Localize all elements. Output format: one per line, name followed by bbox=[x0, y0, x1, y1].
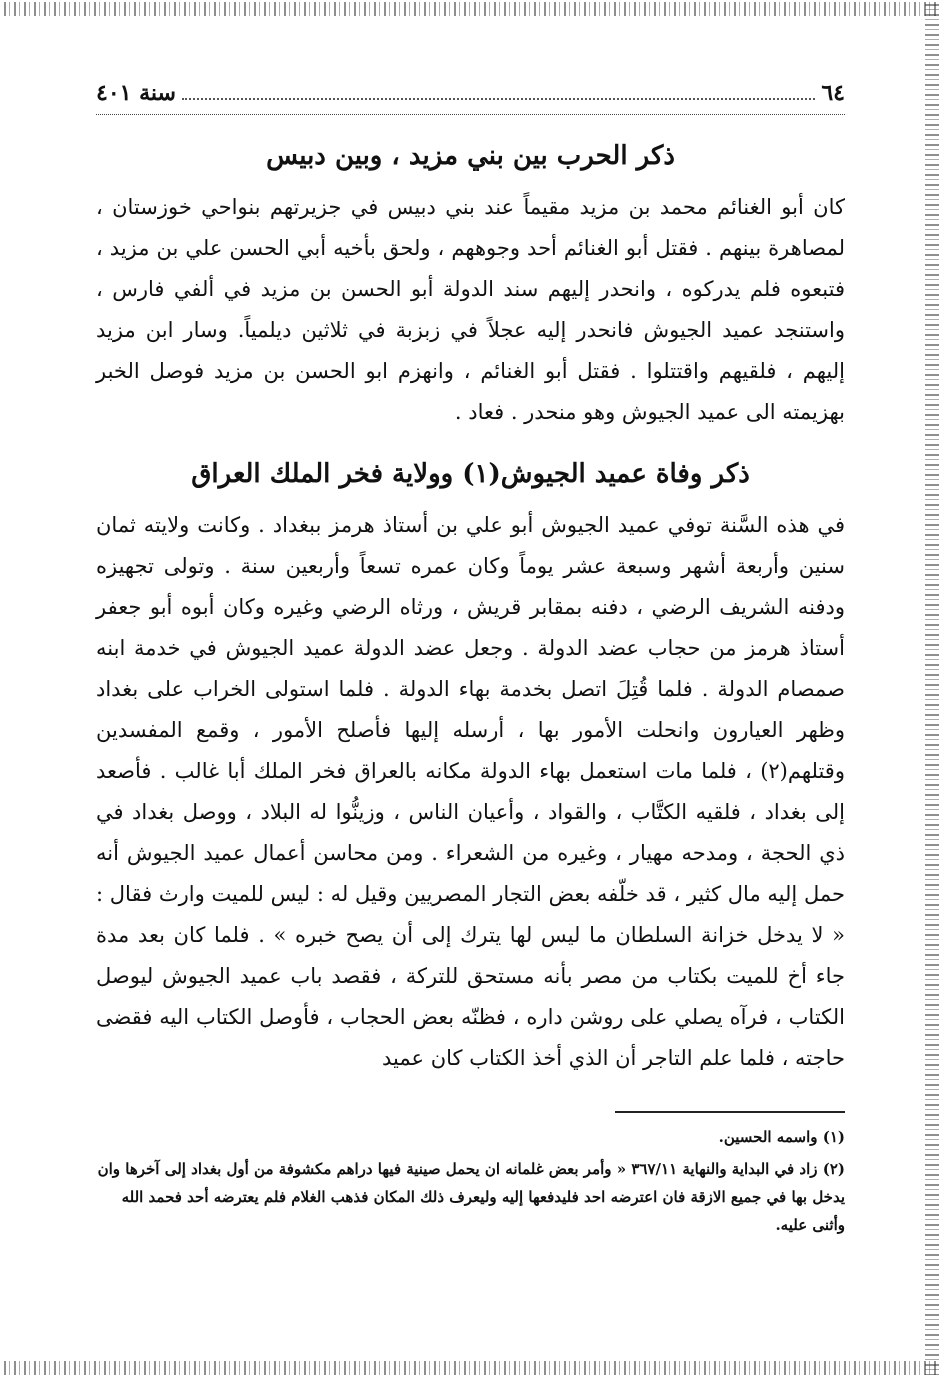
section-text-war: كان أبو الغنائم محمد بن مزيد مقيماً عند بني دبيس في جزيرتهم بنواحي خوزستان ، لمصاهرة بينهم . فقتل أبو الغنائم أحد وجوههم ، ولحق بأخيه أبي الحسن علي بن مزيد ، فتبعوه فلم يدركوه ، وانحدر إليهم سند الدولة أبو الحسن بن مزيد في ألفي فارس ، واستنجد عميد الجيوش فانحدر إليه عجلاً في زبزبة في ثلاثين ديلمياً. وسار ابن مزيد إليهم ، فلقيهم واقتتلوا . فقتل أبو الغنائم ، وانهزم ابو الحسن بن مزيد فوصل الخبر بهزيمته الى عميد الجيوش وهو منحدر . فعاد . bbox=[96, 195, 845, 424]
border-top-ornament bbox=[4, 2, 937, 16]
footnotes bbox=[96, 1123, 845, 1239]
footnote-2: (٢) زاد في البداية والنهاية ٣٦٧/١١ « وأمر بعض غلمانه ان يحمل صينية فيها دراهم مكشوفة من أول بغداد إلى آخرها وان يدخل بها في جميع الازقة فان اعترضه احد فليدفعها إليه وليعرف ذلك المكان فذهب الغلام فلم يعترضه أحد فحمد الله وأثنى عليه. bbox=[97, 1160, 845, 1234]
book-page bbox=[96, 80, 845, 1339]
footnote-separator bbox=[615, 1111, 845, 1113]
border-bottom-ornament bbox=[4, 1361, 937, 1375]
running-header bbox=[96, 80, 845, 115]
page-number: ٦٤ bbox=[821, 80, 845, 106]
header-dotted-leader bbox=[182, 98, 815, 100]
year-label: سنة ٤٠١ bbox=[96, 80, 176, 106]
section-title-war: ذكر الحرب بين بني مزيد ، وبين دبيس bbox=[266, 141, 675, 171]
section-text-death: في هذه السَّنة توفي عميد الجيوش أبو علي بن أستاذ هرمز ببغداد . وكانت ولايته ثمان سنين وأربعة أشهر وسبعة عشر يوماً وكان عمره تسعاً وأربعين سنة . وتولى تجهيزه ودفنه الشريف الرضي ، دفنه بمقابر قريش ، ورثاه الرضي وغيره وكان أبوه أبو جعفر أستاذ هرمز من حجاب عضد الدولة . وجعل عضد الدولة عميد الجيوش في خدمة ابنه صمصام الدولة . فلما قُتِلَ اتصل بخدمة بهاء الدولة . فلما استولى الخراب على بغداد وظهر العيارون وانحلت الأمور بها ، أرسله إليها فأصلح الأمور ، وقمع المفسدين وقتلهم(٢) ، فلما مات استعمل بهاء الدولة مكانه بالعراق فخر الملك أبا غالب . فأصعد إلى بغداد ، فلقيه الكتَّاب ، والقواد ، وأعيان الناس ، وزينُّوا له البلاد ، ووصل بغداد في ذي الحجة ، ومدحه مهيار ، وغيره من الشعراء . ومن محاسن أعمال عميد الجيوش أنه حمل إليه مال كثير ، قد خلّفه بعض التجار المصريين وقيل له : ليس للميت وارث فقال : « لا يدخل خزانة السلطان ما ليس لها يترك إلى أن يصح خبره » . فلما كان بعد مدة جاء أخ للميت بكتاب من مصر بأنه مستحق للتركة ، فقصد باب عميد الجيوش ليوصل الكتاب ، فرآه يصلي على روشن داره ، فظنّه بعض الحجاب ، فأوصل الكتاب اليه فقضى حاجته ، فلما علم التاجر أن الذي أخذ الكتاب كان عميد bbox=[96, 513, 845, 1070]
footnote-1: (١) واسمه الحسين. bbox=[718, 1128, 845, 1146]
border-right-ornament bbox=[925, 4, 939, 1375]
section-title-death: ذكر وفاة عميد الجيوش(١) وولاية فخر الملك العراق bbox=[191, 459, 750, 489]
